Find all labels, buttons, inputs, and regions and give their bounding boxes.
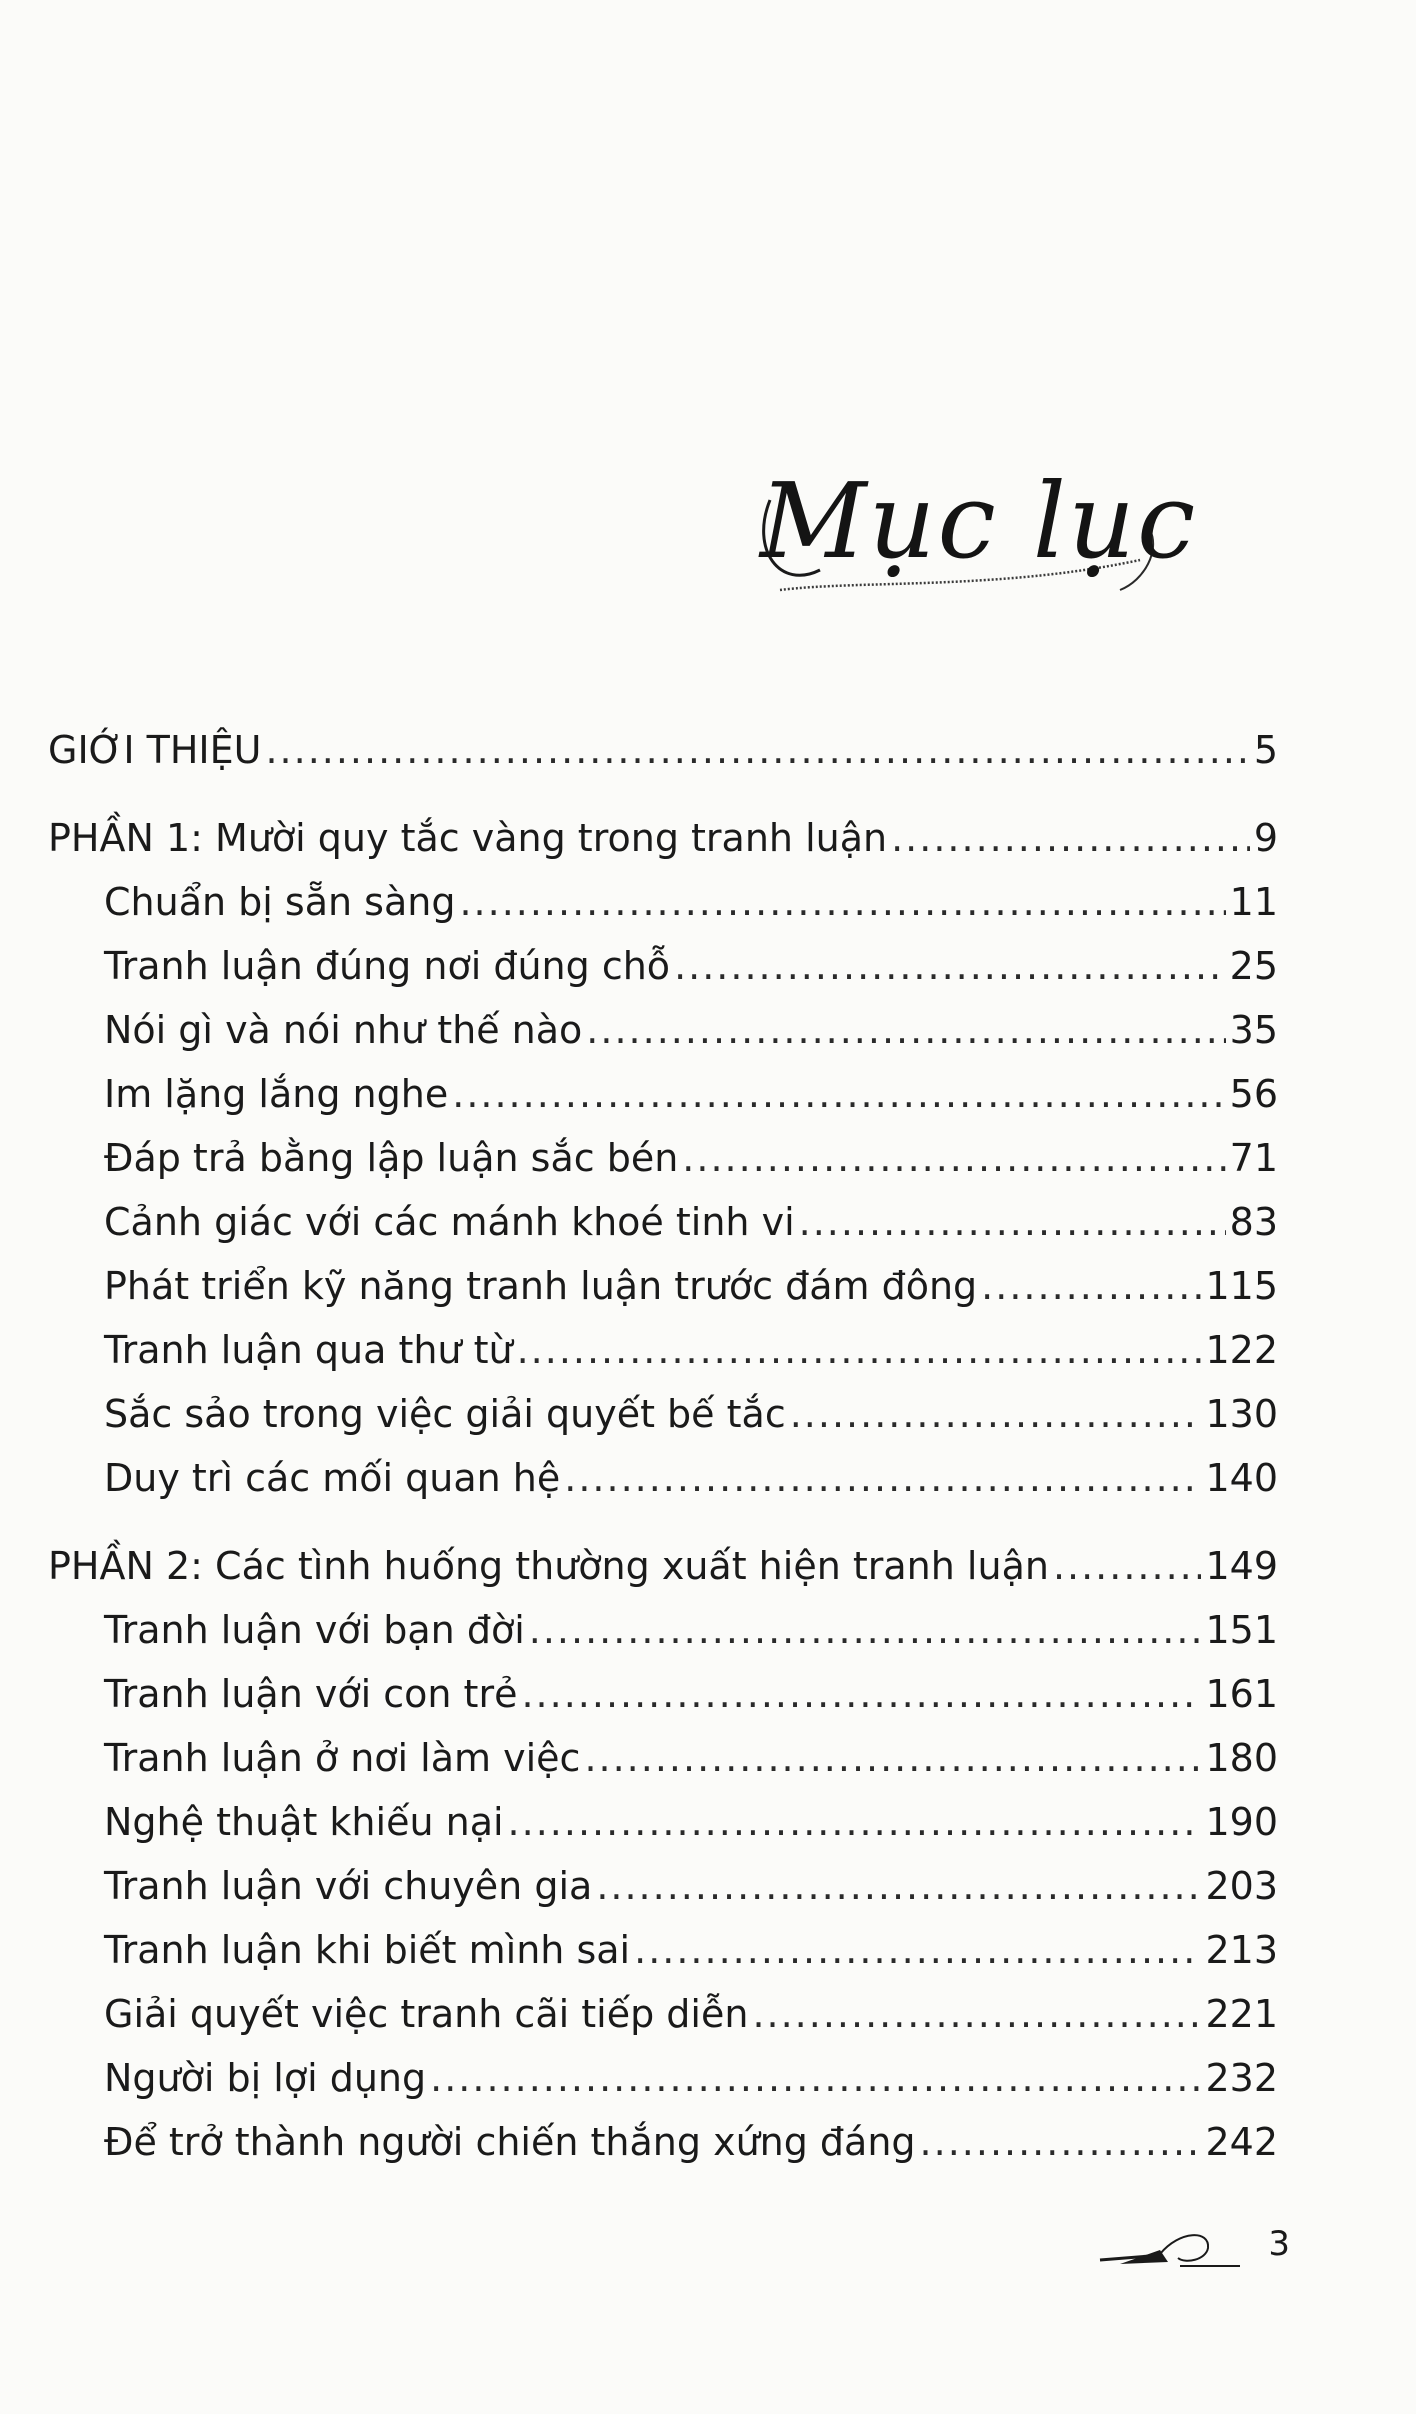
toc-entry-page: 56 xyxy=(1229,1072,1278,1116)
toc-entry-page: 25 xyxy=(1229,944,1278,988)
toc-entry-page: 115 xyxy=(1205,1264,1278,1308)
toc-entry-page: 140 xyxy=(1205,1456,1278,1500)
toc-entry-title: Sắc sảo trong việc giải quyết bế tắc xyxy=(104,1392,786,1436)
toc-entry-page: 232 xyxy=(1205,2056,1278,2100)
toc-entry-page: 5 xyxy=(1253,728,1278,772)
toc-entry-title: Im lặng lắng nghe xyxy=(104,1072,449,1116)
toc-entry-page: 9 xyxy=(1253,816,1278,860)
toc-entry-page: 221 xyxy=(1205,1992,1278,2036)
toc-entry xyxy=(48,1318,1278,1382)
toc-entry xyxy=(48,1254,1278,1318)
toc-entry xyxy=(48,2110,1278,2174)
toc-entry-page: 242 xyxy=(1205,2120,1278,2164)
toc-part-entry xyxy=(48,1534,1278,1598)
toc-entry-title: Để trở thành người chiến thắng xứng đáng xyxy=(104,2120,916,2164)
toc-entry xyxy=(48,1662,1278,1726)
toc-leader-dots xyxy=(981,1254,1201,1318)
toc-leader-dots xyxy=(596,1854,1201,1918)
toc-leader-dots xyxy=(682,1126,1225,1190)
toc-entry-title: Tranh luận với bạn đời xyxy=(104,1608,525,1652)
toc-entry-page: 11 xyxy=(1229,880,1278,924)
toc-entry-page: 203 xyxy=(1205,1864,1278,1908)
toc-leader-dots xyxy=(430,2046,1201,2110)
toc-leader-dots xyxy=(584,1726,1201,1790)
toc-leader-dots xyxy=(452,1062,1225,1126)
toc-leader-dots xyxy=(521,1662,1201,1726)
toc-entry xyxy=(48,1598,1278,1662)
toc-leader-dots xyxy=(508,1790,1202,1854)
toc-entry xyxy=(48,1126,1278,1190)
toc-entry xyxy=(48,998,1278,1062)
toc-entry-title: Chuẩn bị sẵn sàng xyxy=(104,880,456,924)
toc-entry xyxy=(48,870,1278,934)
toc-entry-title: Nghệ thuật khiếu nại xyxy=(104,1800,504,1844)
toc-entry-title: Nói gì và nói như thế nào xyxy=(104,1008,583,1052)
toc-entry-page: 83 xyxy=(1229,1200,1278,1244)
toc-entry-page: 213 xyxy=(1205,1928,1278,1972)
toc-entry xyxy=(48,1918,1278,1982)
toc-leader-dots xyxy=(517,1318,1202,1382)
toc-entry-title: Tranh luận ở nơi làm việc xyxy=(104,1736,581,1780)
toc-entry xyxy=(48,1446,1278,1510)
toc-entry xyxy=(48,1982,1278,2046)
toc-entry-title: Đáp trả bằng lập luận sắc bén xyxy=(104,1136,679,1180)
toc-leader-dots xyxy=(459,870,1225,934)
toc-entry xyxy=(48,1726,1278,1790)
toc-leader-dots xyxy=(752,1982,1201,2046)
toc-leader-dots xyxy=(529,1598,1202,1662)
toc-leader-dots xyxy=(920,2110,1202,2174)
page-number: 3 xyxy=(1268,2224,1290,2264)
toc-entry xyxy=(48,1854,1278,1918)
toc-leader-dots xyxy=(265,718,1249,782)
toc-leader-dots xyxy=(891,806,1250,870)
toc-entry-page: 35 xyxy=(1229,1008,1278,1052)
toc-entry-page: 161 xyxy=(1205,1672,1278,1716)
toc-entry-page: 151 xyxy=(1205,1608,1278,1652)
toc-entry-page: 149 xyxy=(1205,1544,1278,1588)
toc-entry xyxy=(48,1382,1278,1446)
toc-part-entry xyxy=(48,718,1278,782)
pen-flourish-icon xyxy=(1090,2220,1250,2280)
toc-entry-title: Người bị lợi dụng xyxy=(104,2056,427,2100)
toc-entry xyxy=(48,2046,1278,2110)
toc-leader-dots xyxy=(564,1446,1201,1510)
toc-entry-page: 180 xyxy=(1205,1736,1278,1780)
toc-entry-title: Tranh luận với con trẻ xyxy=(104,1672,518,1716)
table-of-contents xyxy=(48,718,1278,2174)
toc-entry-title: Giải quyết việc tranh cãi tiếp diễn xyxy=(104,1992,749,2036)
page-footer xyxy=(1090,2220,1290,2280)
toc-entry-title: PHẦN 1: Mười quy tắc vàng trong tranh luận xyxy=(48,816,888,860)
toc-entry-page: 190 xyxy=(1205,1800,1278,1844)
toc-leader-dots xyxy=(799,1190,1226,1254)
toc-entry-title: PHẦN 2: Các tình huống thường xuất hiện tranh luận xyxy=(48,1544,1049,1588)
toc-entry-page: 71 xyxy=(1229,1136,1278,1180)
toc-leader-dots xyxy=(1053,1534,1202,1598)
toc-entry xyxy=(48,1190,1278,1254)
toc-leader-dots xyxy=(790,1382,1202,1446)
toc-entry-title: Duy trì các mối quan hệ xyxy=(104,1456,561,1500)
toc-entry-title: GIỚI THIỆU xyxy=(48,728,262,772)
toc-entry-title: Tranh luận đúng nơi đúng chỗ xyxy=(104,944,671,988)
toc-entry-page: 122 xyxy=(1205,1328,1278,1372)
toc-entry-title: Tranh luận với chuyên gia xyxy=(104,1864,593,1908)
toc-entry xyxy=(48,1790,1278,1854)
toc-entry xyxy=(48,934,1278,998)
toc-heading xyxy=(740,440,1198,620)
toc-part-entry xyxy=(48,806,1278,870)
toc-entry-title: Cảnh giác với các mánh khoé tinh vi xyxy=(104,1200,795,1244)
toc-leader-dots xyxy=(674,934,1226,998)
toc-entry-title: Phát triển kỹ năng tranh luận trước đám đông xyxy=(104,1264,978,1308)
toc-leader-dots xyxy=(586,998,1225,1062)
toc-leader-dots xyxy=(634,1918,1201,1982)
toc-entry-title: Tranh luận khi biết mình sai xyxy=(104,1928,631,1972)
page-title: Mục lục xyxy=(760,460,1198,582)
toc-entry-page: 130 xyxy=(1205,1392,1278,1436)
toc-entry-title: Tranh luận qua thư từ xyxy=(104,1328,513,1372)
toc-entry xyxy=(48,1062,1278,1126)
